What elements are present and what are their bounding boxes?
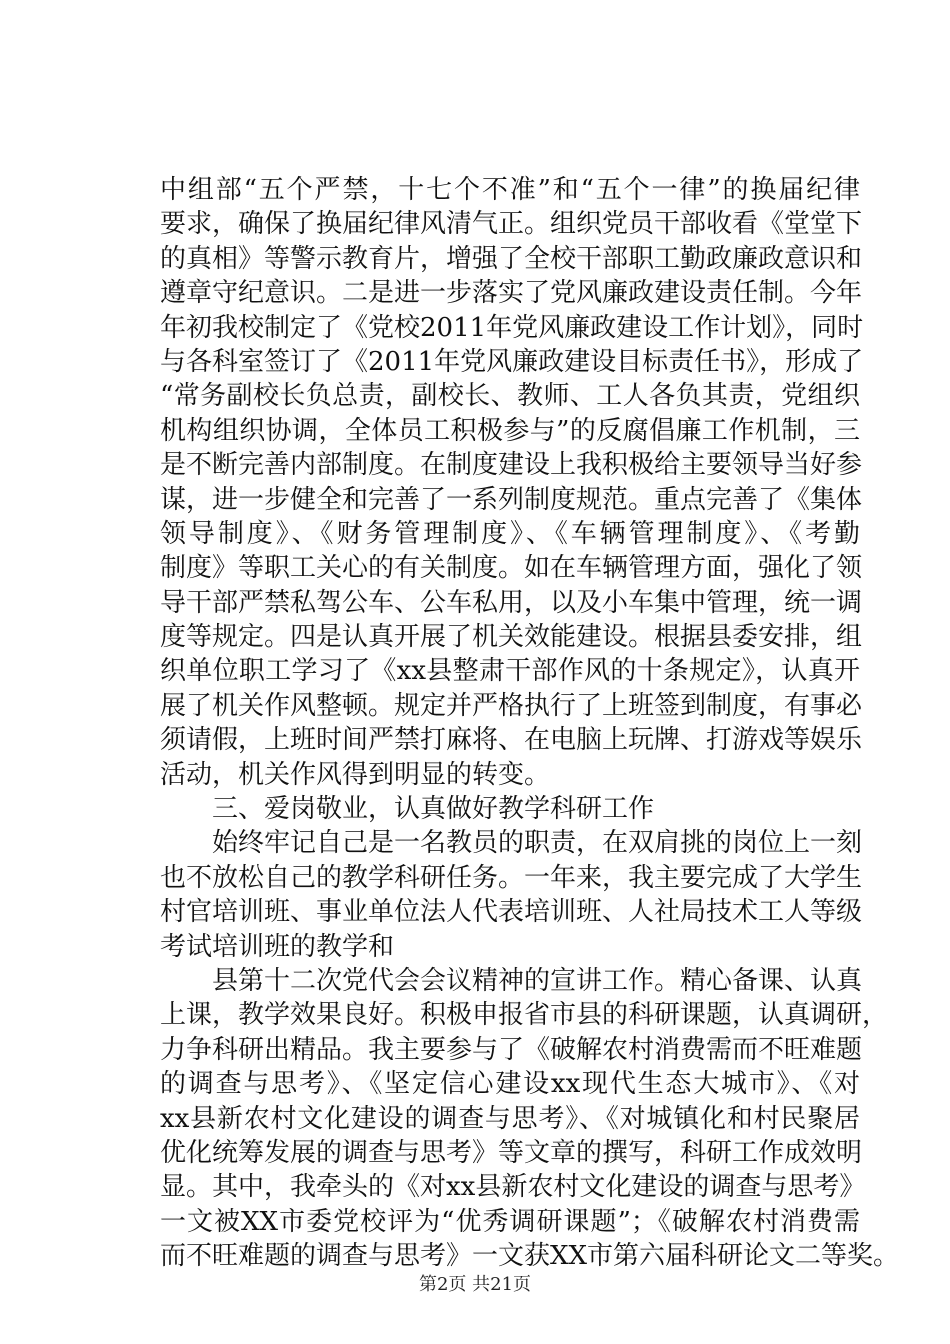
text-line: 制度》等职工关心的有关制度。如在车辆管理方面，强化了领 (160, 553, 863, 584)
text-line: “常务副校长负总责，副校长、教师、工人各负其责，党组织 (160, 381, 860, 412)
text-line: 遵章守纪意识。二是进一步落实了党风廉政建设责任制。今年 (160, 278, 863, 309)
text-line: 上课，教学效果良好。积极申报省市县的科研课题，认真调研， (160, 1000, 889, 1031)
text-line: 中组部“五个严禁，十七个不准”和“五个一律”的换届纪律 (160, 175, 860, 205)
text-line: 导干部严禁私驾公车、公车私用，以及小车集中管理，统一调 (160, 587, 863, 618)
text-line: 是不断完善内部制度。在制度建设上我积极给主要领导当好参 (160, 450, 863, 481)
text-line: 而不旺难题的调查与思考》一文获XX市第六届科研论文二等奖。 (160, 1241, 900, 1272)
text-line: 要求，确保了换届纪律风清气正。组织党员干部收看《堂堂下 (160, 209, 863, 240)
text-line: 也不放松自己的教学科研任务。一年来，我主要完成了大学生 (160, 862, 863, 893)
body-text (160, 173, 900, 1274)
section-heading: 三、爱岗敬业，认真做好教学科研工作 (160, 794, 655, 825)
text-line: 一文被XX市委党校评为“优秀调研课题”；《破解农村消费需 (160, 1206, 860, 1237)
text-line: 的调查与思考》、《坚定信心建设xx现代生态大城市》、《对 (160, 1069, 860, 1100)
text-line: 考试培训班的教学和 (160, 931, 395, 962)
text-line: 的真相》等警示教育片，增强了全校干部职工勤政廉政意识和 (160, 243, 863, 274)
text-line: 活动，机关作风得到明显的转变。 (160, 759, 551, 790)
text-line: 显。其中，我牵头的《对xx县新农村文化建设的调查与思考》 (160, 1172, 866, 1203)
text-line: 年初我校制定了《党校2011年党风廉政建设工作计划》，同时 (160, 312, 864, 343)
text-line: 与各科室签订了《2011年党风廉政建设目标责任书》，形成了 (160, 346, 864, 377)
text-line: 领导制度》、《财务管理制度》、《车辆管理制度》、《考勤 (160, 518, 860, 549)
text-line: 优化统筹发展的调查与思考》等文章的撰写，科研工作成效明 (160, 1137, 863, 1168)
text-line: 谋，进一步健全和完善了一系列制度规范。重点完善了《集体 (160, 484, 863, 515)
text-line: 度等规定。四是认真开展了机关效能建设。根据县委安排，组 (160, 622, 863, 653)
text-line: 县第十二次党代会会议精神的宣讲工作。精心备课、认真 (160, 965, 863, 996)
text-line: 须请假，上班时间严禁打麻将、在电脑上玩牌、打游戏等娱乐 (160, 725, 863, 756)
text-line: 力争科研出精品。我主要参与了《破解农村消费需而不旺难题 (160, 1034, 863, 1065)
text-line: xx县新农村文化建设的调查与思考》、《对城镇化和村民聚居 (160, 1103, 860, 1134)
text-line: 织单位职工学习了《xx县整肃干部作风的十条规定》，认真开 (160, 656, 860, 687)
text-line: 机构组织协调，全体员工积极参与”的反腐倡廉工作机制，三 (160, 415, 860, 446)
text-line: 村官培训班、事业单位法人代表培训班、人社局技术工人等级 (160, 897, 863, 928)
text-line: 展了机关作风整顿。规定并严格执行了上班签到制度，有事必 (160, 690, 863, 721)
text-line: 始终牢记自己是一名教员的职责，在双肩挑的岗位上一刻 (160, 828, 863, 859)
page-number-footer: 第2页 共21页 (418, 1274, 532, 1295)
